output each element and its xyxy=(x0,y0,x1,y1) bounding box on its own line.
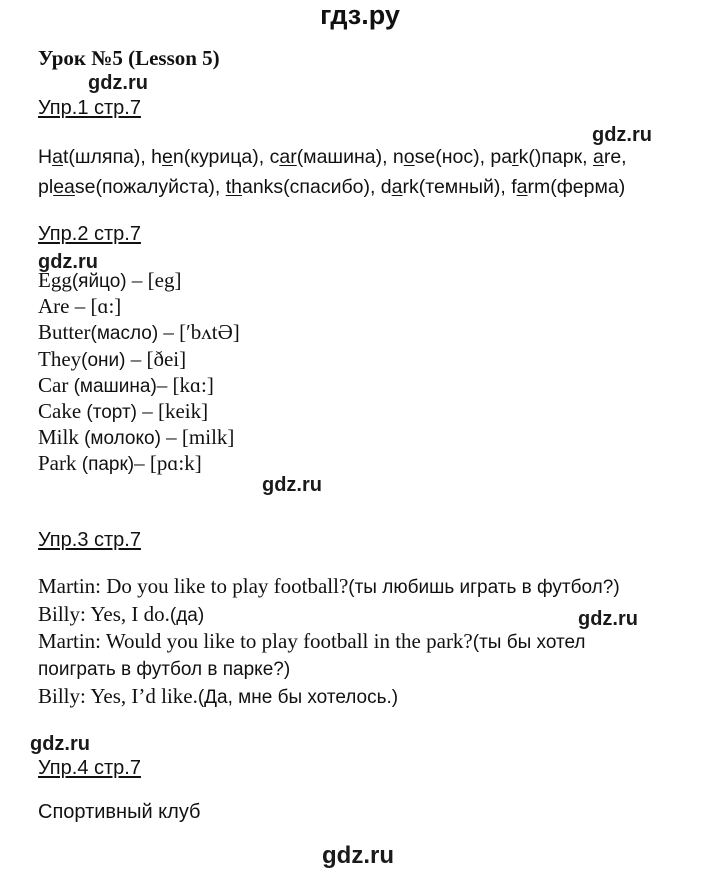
word-row xyxy=(38,425,234,451)
dialogue-line xyxy=(38,657,290,682)
russian-translation: (торт) xyxy=(86,402,137,423)
text-segment: se(пожалуйста), xyxy=(74,176,226,198)
underlined-segment: e xyxy=(162,146,173,168)
underlined-segment: a xyxy=(391,176,403,198)
underlined-segment: r xyxy=(512,146,519,168)
exercise-4-text: Спортивный клуб xyxy=(38,801,201,823)
english-text: Martin: Would you like to play football in the park? xyxy=(38,629,473,653)
underlined-segment: a xyxy=(592,146,604,168)
text-segment: n(курица), c xyxy=(172,146,280,168)
russian-text: (ты бы хотел xyxy=(472,632,586,653)
text-segment: (машина), n xyxy=(296,146,404,168)
watermark: gdz.ru xyxy=(88,72,148,94)
watermark: gdz.ru xyxy=(30,733,90,755)
underlined-segment: th xyxy=(225,176,242,198)
watermark: gdz.ru xyxy=(592,124,652,146)
russian-text: (Да, мне бы хотелось.) xyxy=(197,687,399,708)
russian-translation: (машина) xyxy=(73,375,157,397)
word-row xyxy=(38,294,121,319)
exercise-1-line-1 xyxy=(38,145,627,169)
transcription: – [ɑ:] xyxy=(69,294,122,319)
underlined-segment: o xyxy=(403,146,415,168)
exercise-1-line-2 xyxy=(38,175,625,199)
text-segment: k()парк, xyxy=(518,146,593,168)
watermark: gdz.ru xyxy=(262,474,322,496)
transcription: – [ʹbʌtƏ] xyxy=(158,320,240,345)
text-segment: se(нос), pa xyxy=(414,146,513,168)
word-row xyxy=(38,451,202,477)
english-word: Cake xyxy=(38,399,87,423)
transcription: – [keik] xyxy=(136,399,209,423)
english-word: Butter xyxy=(38,320,91,345)
dialogue-line xyxy=(38,684,398,710)
transcription: – [pɑ:k] xyxy=(134,451,202,476)
english-word: They xyxy=(38,346,82,371)
dialogue-line xyxy=(38,574,620,600)
english-word: Car xyxy=(38,372,74,397)
word-row xyxy=(38,373,214,399)
english-word: Egg xyxy=(38,268,72,292)
transcription: – [eg] xyxy=(126,268,182,292)
word-row xyxy=(38,268,181,294)
word-row xyxy=(38,320,240,346)
underlined-segment: ar xyxy=(279,146,297,168)
russian-translation: (масло) xyxy=(90,323,159,345)
russian-text: (ты любишь играть в футбол?) xyxy=(348,577,620,598)
dialogue-line xyxy=(38,602,204,628)
russian-translation: (молоко) xyxy=(84,428,161,450)
underlined-segment: a xyxy=(516,176,528,198)
english-word: Are xyxy=(38,294,70,319)
russian-translation: (они) xyxy=(81,349,126,371)
word-row xyxy=(38,399,208,425)
text-segment: re, xyxy=(603,146,627,168)
exercise-2-heading: Упр.2 стр.7 xyxy=(38,223,141,245)
exercise-1-heading: Упр.1 стр.7 xyxy=(38,97,141,119)
underlined-segment: a xyxy=(52,146,63,168)
watermark: gdz.ru xyxy=(322,842,394,869)
english-text: Billy: Yes, I’d like. xyxy=(38,684,198,708)
english-word: Park xyxy=(38,451,82,476)
transcription: – [ðei] xyxy=(125,346,187,371)
text-segment: rm(ферма) xyxy=(527,176,626,198)
english-text: Martin: Do you like to play football? xyxy=(38,574,349,598)
site-header: гдз.ру xyxy=(320,0,400,30)
page-title: Урок №5 (Lesson 5) xyxy=(38,46,220,70)
text-segment: anks(спасибо), d xyxy=(241,176,392,198)
transcription: – [milk] xyxy=(160,425,235,450)
exercise-4-heading: Упр.4 стр.7 xyxy=(38,757,141,779)
watermark: gdz.ru xyxy=(38,251,98,273)
russian-translation: (яйцо) xyxy=(71,271,127,292)
english-word: Milk xyxy=(38,425,85,450)
russian-text: поиграть в футбол в парке?) xyxy=(38,658,291,680)
exercise-3-heading: Упр.3 стр.7 xyxy=(38,529,141,551)
text-segment: H xyxy=(38,146,53,168)
russian-text: (да) xyxy=(169,604,205,626)
text-segment: rk(темный), f xyxy=(402,176,517,198)
english-text: Billy: Yes, I do. xyxy=(38,601,170,626)
dialogue-line xyxy=(38,629,586,655)
word-row xyxy=(38,347,186,373)
text-segment: pl xyxy=(38,176,54,198)
text-segment: t(шляпа), h xyxy=(62,146,163,168)
russian-translation: (парк) xyxy=(81,454,135,476)
watermark: gdz.ru xyxy=(578,608,638,630)
transcription: – [kɑ:] xyxy=(156,372,214,397)
underlined-segment: ea xyxy=(53,176,75,198)
